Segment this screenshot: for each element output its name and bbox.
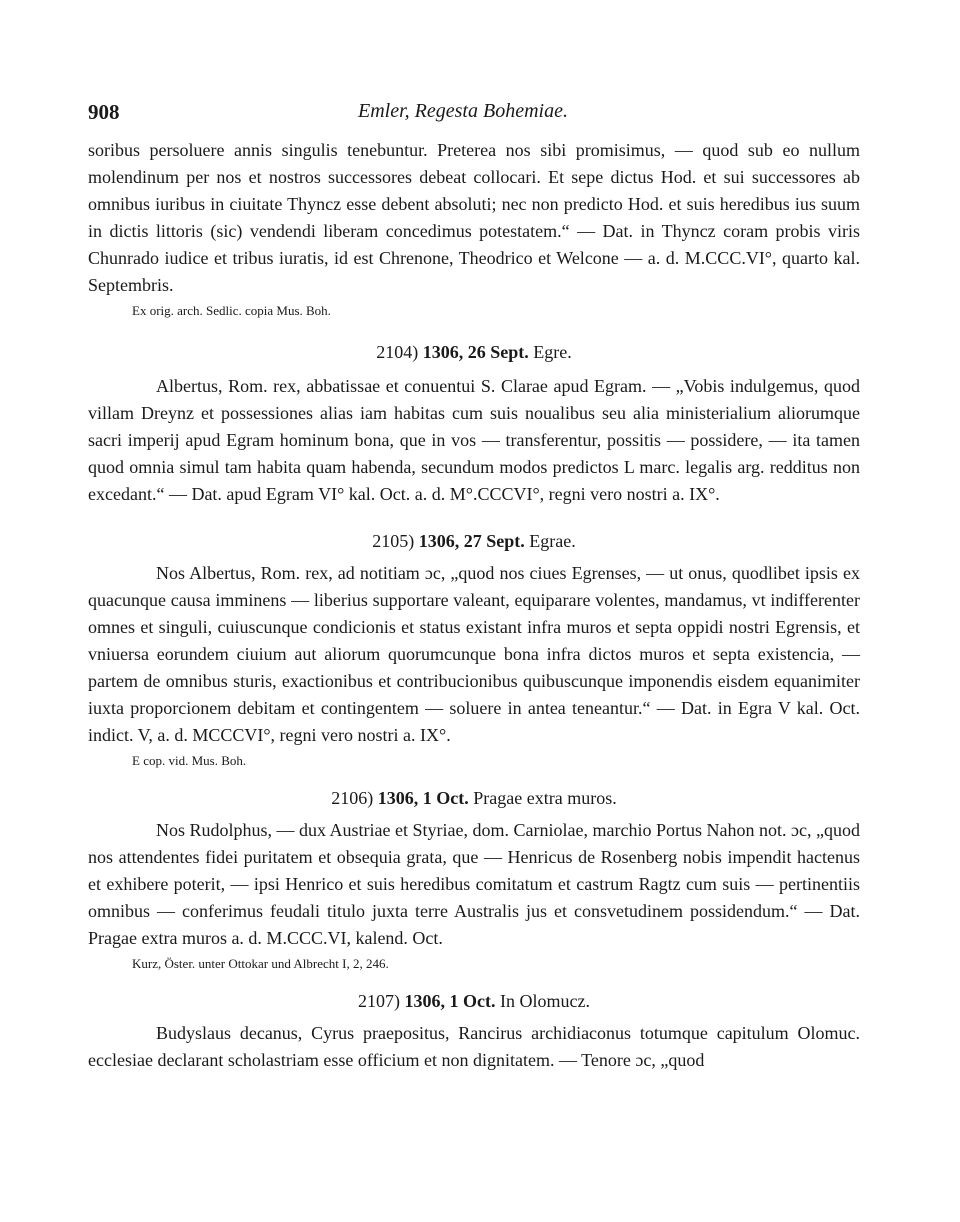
page-number: 908	[88, 100, 120, 124]
regest-place: Egre.	[533, 342, 572, 362]
regest-place: Egrae.	[529, 531, 576, 551]
regest-number: 2106)	[331, 788, 374, 808]
regest-place: In Olomucz.	[500, 991, 590, 1011]
regest-text: Albertus, Rom. rex, abbatissae et conuentui S. Clarae apud Egram. — „Vobis indulgemus, quod villam Dreynz et possessiones alias iam habitas cum suis noualibus seu alia ministerialium aliorumque sacri imperij apud Egram hominum bona, que in vos — transferentur, possitis — possidere, — ita tamen quod omnia simul tam habita quam habenda, secundum modos predictos L marc. legalis arg. redditus non excedant.“ — Dat. apud Egram VI° kal. Oct. a. d. M°.CCCVI°, regni vero nostri a. IX°.	[88, 376, 860, 504]
continuation-paragraph: soribus persoluere annis singulis tenebuntur. Preterea nos sibi promisimus, — quod sub eo nullum molendinum per nos et nostros successores debeat collocari. Et sepe dictus Hod. et sui successores ab omnibus iuribus in ciuitate Thyncz esse debent absoluti; nec non predicto Hod. et suis heredibus ius suum in dictis littoris (sic) vendendi liberam concedimus potestatem.“ — Dat. in Thyncz coram probis viris Chunrado iudice et tribus iuratis, id est Chrenone, Theodrico et Welcone — a. d. M.CCC.VI°, quarto kal. Septembris.	[88, 140, 860, 295]
regest-number: 2104)	[376, 342, 419, 362]
regest-place: Pragae extra muros.	[473, 788, 617, 808]
regest-heading	[88, 785, 860, 811]
regest-date: 1306, 1 Oct.	[404, 991, 496, 1011]
regest-heading	[88, 528, 860, 554]
regest-heading	[88, 339, 860, 365]
regest-text: Nos Albertus, Rom. rex, ad notitiam ɔc, „quod nos ciues Egrenses, — ut onus, quodlibet ipsis ex quacunque causa imminens — liberius supportare valeant, equiparare volentes, mandamus, vt indifferenter omnes et singuli, cuiuscunque condicionis et status existant infra muros et septa oppidi nostri Egrensis, et vniuersa eorundem ciuium aut aliorum quorumcunque bona infra dictos muros et septa existencia, — partem de omnibus sturis, exactionibus et contribucionibus quibuscunque imponendis eisdem equanimiter iuxta proporcionem debitam et contingentem — soluere in antea teneantur.“ — Dat. in Egra V kal. Oct. indict. V, a. d. MCCCVI°, regni vero nostri a. IX°.	[88, 563, 860, 745]
running-title: Emler, Regesta Bohemiae.	[358, 100, 568, 122]
regest-heading	[88, 988, 860, 1014]
regest-number: 2105)	[372, 531, 415, 551]
regest-date: 1306, 26 Sept.	[422, 342, 529, 362]
source-note: E cop. vid. Mus. Boh.	[132, 753, 247, 768]
page-body	[88, 137, 860, 1074]
regest-text: Nos Rudolphus, — dux Austriae et Styriae, dom. Carniolae, marchio Portus Nahon not. ɔc, „quod nos attendentes fidei puritatem et obsequia grata, que — Henricus de Rosenberg nobis impendit hactenus et exhibere poterit, — ipsi Henrico et suis heredibus comitatum et castrum Ragtz cum suis — pertinentiis omnibus — conferimus feudali titulo juxta terre Australis jus et consvetudinem possidendum.“ — Dat. Pragae extra muros a. d. M.CCC.VI, kalend. Oct.	[88, 820, 860, 948]
source-note: Ex orig. arch. Sedlic. copia Mus. Boh.	[132, 303, 331, 318]
page-header	[88, 100, 868, 130]
regest-text: Budyslaus decanus, Cyrus praepositus, Rancirus archidiaconus totumque capitulum Olomuc. ecclesiae declarant scholastriam esse officium et non dignitatem. — Tenore ɔc, „quod	[88, 1023, 860, 1070]
regest-date: 1306, 27 Sept.	[418, 531, 525, 551]
source-note: Kurz, Öster. unter Ottokar und Albrecht I, 2, 246.	[132, 956, 389, 971]
regest-date: 1306, 1 Oct.	[377, 788, 469, 808]
regest-number: 2107)	[358, 991, 401, 1011]
